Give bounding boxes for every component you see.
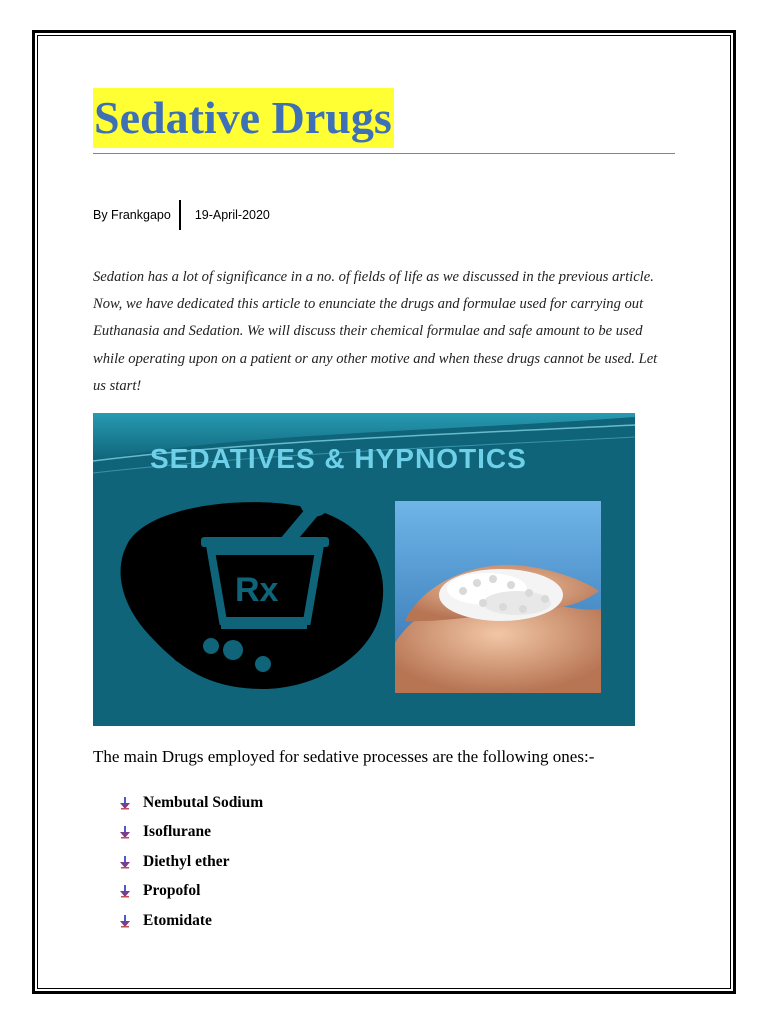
list-item <box>118 847 263 877</box>
drug-name: Isoflurane <box>143 823 212 841</box>
intro-paragraph: Sedation has a lot of significance in a no. of fields of life as we discussed in the previous article. Now, we have dedicated this article to enunciate the drugs and formulae used for carrying out Euthanasia and Sedation. We will discuss their chemical formulae and safe amount to be used while operating upon on a patient or any other motive and when these drugs cannot be used. Let us start! <box>93 269 658 394</box>
drug-name: Nembutal Sodium <box>143 793 264 811</box>
arrow-down-bullet-icon <box>118 825 132 839</box>
list-item <box>118 877 263 907</box>
title-underline <box>93 153 675 154</box>
list-item <box>118 788 263 818</box>
drug-list <box>118 788 263 936</box>
arrow-down-bullet-icon <box>118 884 132 898</box>
list-item <box>118 818 263 848</box>
byline <box>93 200 270 230</box>
drug-name: Propofol <box>143 882 201 900</box>
drugs-intro: The main Drugs employed for sedative processes are the following ones:- <box>93 747 595 766</box>
arrow-down-bullet-icon <box>118 855 132 869</box>
author-name: By Frankgapo <box>93 208 171 222</box>
drug-name: Diethyl ether <box>143 852 230 870</box>
rx-symbol: Rx <box>235 571 279 609</box>
banner-heading: SEDATIVES & HYPNOTICS <box>150 443 527 474</box>
arrow-down-bullet-icon <box>118 796 132 810</box>
arrow-down-bullet-icon <box>118 914 132 928</box>
list-item <box>118 906 263 936</box>
drug-name: Etomidate <box>143 911 212 929</box>
page-title: Sedative Drugs <box>93 88 394 148</box>
banner-image <box>93 413 635 726</box>
publish-date: 19-April-2020 <box>194 208 270 222</box>
